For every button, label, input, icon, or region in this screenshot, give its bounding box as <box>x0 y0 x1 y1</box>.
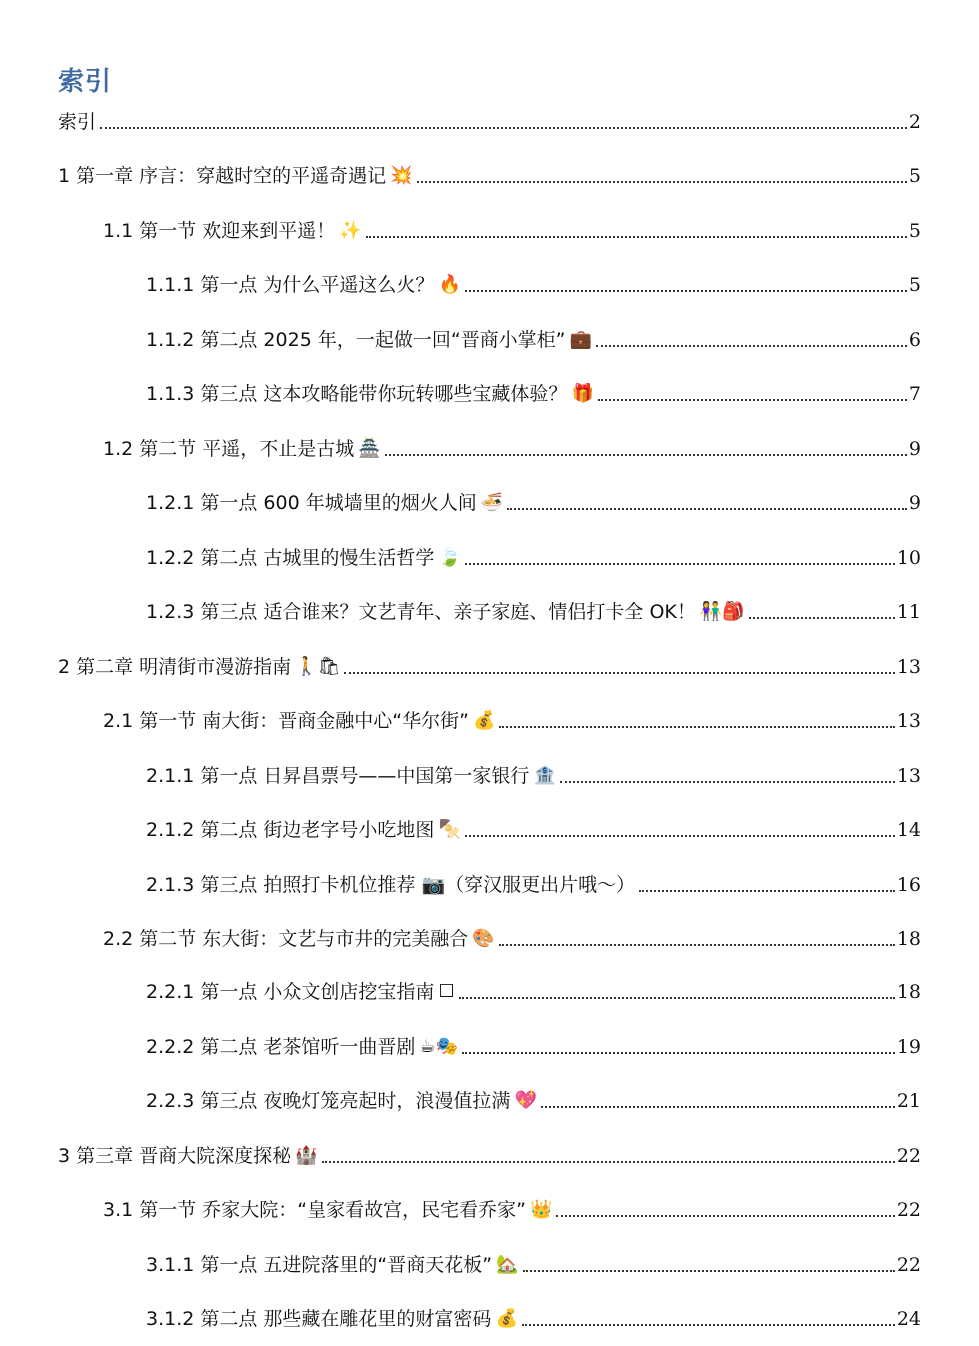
dot-leader <box>322 1161 895 1163</box>
toc-entry-title[interactable]: 1.1.1 第一点 为什么平遥这么火？ <box>146 274 435 296</box>
toc-entry[interactable] <box>0 816 979 844</box>
toc-entry-line <box>0 598 979 626</box>
toc-entry-title[interactable]: 2.1.2 第二点 街边老字号小吃地图 <box>146 819 435 841</box>
page-number[interactable]: 9 <box>908 438 921 460</box>
emoji-icon: 🚶🛍 <box>295 656 341 677</box>
toc-entry-line <box>0 217 979 245</box>
dot-leader <box>344 672 894 674</box>
emoji-icon: 🍃 <box>438 547 461 568</box>
toc-entry[interactable] <box>0 762 979 790</box>
toc-entry-title[interactable]: 3.1.1 第一点 五进院落里的“晋商天花板” <box>146 1254 493 1276</box>
emoji-icon: 🍢 <box>438 819 461 840</box>
toc-entry-line <box>0 1251 979 1279</box>
toc-entry[interactable] <box>0 544 979 572</box>
toc-entry-title[interactable]: 2.2.3 第三点 夜晚灯笼亮起时，浪漫值拉满 <box>146 1090 511 1112</box>
dot-leader <box>499 944 895 946</box>
toc-entry[interactable] <box>0 217 979 245</box>
dot-leader <box>639 890 895 892</box>
page-number[interactable]: 5 <box>908 220 921 242</box>
page-number[interactable]: 16 <box>896 874 921 896</box>
toc-entry[interactable] <box>0 162 979 190</box>
toc-entry-line <box>0 489 979 517</box>
page-number[interactable]: 21 <box>896 1090 921 1112</box>
toc-entry[interactable] <box>0 925 979 953</box>
toc-entry-title[interactable]: 1.1 第一节 欢迎来到平遥！ <box>103 220 336 242</box>
toc-entry-line <box>0 108 979 136</box>
dot-leader <box>556 1215 894 1217</box>
toc-entry-title[interactable]: 1.1.2 第二点 2025 年，一起做一回“晋商小掌柜” <box>146 329 566 351</box>
toc-entry[interactable] <box>0 707 979 735</box>
toc-entry-line <box>0 380 979 408</box>
toc-entry[interactable] <box>0 435 979 463</box>
toc-entry-title[interactable]: 3.1.2 第二点 那些藏在雕花里的财富密码 <box>146 1308 492 1330</box>
toc-entry-title[interactable]: 1.2 第二节 平遥，不止是古城 <box>103 438 355 460</box>
dot-leader <box>100 127 907 129</box>
toc-entry-line <box>0 1087 979 1115</box>
page-number[interactable]: 22 <box>896 1199 921 1221</box>
emoji-icon: 💼 <box>569 329 592 350</box>
toc-entry-title[interactable]: 2.1.1 第一点 日昇昌票号——中国第一家银行 <box>146 765 530 787</box>
toc-entry-title[interactable]: 1 第一章 序言：穿越时空的平遥奇遇记 <box>58 165 387 187</box>
toc-entry-title[interactable]: 2.2 第二节 东大街：文艺与市井的完美融合 <box>103 928 469 950</box>
toc-entry-line <box>0 816 979 844</box>
toc-entry[interactable] <box>0 326 979 354</box>
dot-leader <box>596 345 907 347</box>
emoji-icon: 🔥 <box>438 274 461 295</box>
toc-entry-line <box>0 435 979 463</box>
toc-entry-line <box>0 925 979 953</box>
dot-leader <box>522 1324 895 1326</box>
toc-entry-title[interactable]: 2.1 第一节 南大街：晋商金融中心“华尔街” <box>103 710 469 732</box>
dot-leader <box>749 617 895 619</box>
dot-leader <box>465 563 895 565</box>
page-number[interactable]: 24 <box>896 1308 921 1330</box>
toc-entry-line <box>0 707 979 735</box>
toc-entry-title[interactable]: 2.1.3 第三点 拍照打卡机位推荐 📷（穿汉服更出片哦～） <box>146 874 636 896</box>
page-number[interactable]: 13 <box>896 765 921 787</box>
emoji-icon: ✨ <box>339 220 362 241</box>
emoji-icon: 🍜 <box>480 492 504 513</box>
page-number[interactable]: 9 <box>908 492 921 514</box>
page-number[interactable]: 11 <box>896 601 921 623</box>
emoji-icon: 🎨 <box>472 928 495 949</box>
toc-entry-line <box>0 1033 979 1061</box>
toc-entry-line <box>0 1142 979 1170</box>
emoji-icon: 💥 <box>390 165 413 186</box>
page-number[interactable]: 7 <box>908 383 921 405</box>
toc-entry-line <box>0 871 979 899</box>
page-number[interactable]: 14 <box>896 819 921 841</box>
toc-entry-title[interactable]: 3 第三章 晋商大院深度探秘 <box>58 1145 292 1167</box>
dot-leader <box>499 726 894 728</box>
page-number[interactable]: 13 <box>896 710 921 732</box>
toc-entry[interactable] <box>0 1305 979 1333</box>
toc-entry-line <box>0 1196 979 1224</box>
emoji-icon: 💰 <box>495 1308 518 1329</box>
page-number[interactable]: 22 <box>896 1254 921 1276</box>
toc-entry-title[interactable]: 2 第二章 明清街市漫游指南 <box>58 656 292 678</box>
toc-entry[interactable] <box>0 1196 979 1224</box>
dot-leader <box>598 399 907 401</box>
dot-leader <box>459 997 895 999</box>
toc-entry-title[interactable]: 1.1.3 第三点 这本攻略能带你玩转哪些宝藏体验？ <box>146 383 568 405</box>
emoji-icon: 🏯 <box>358 438 381 459</box>
toc-entry[interactable] <box>0 1142 979 1170</box>
dot-leader <box>385 454 907 456</box>
toc-entry-line <box>0 162 979 190</box>
toc-entry-title[interactable]: 2.2.1 第一点 小众文创店挖宝指南 <box>146 981 435 1003</box>
toc-entry-line <box>0 271 979 299</box>
toc-entry-line <box>0 1305 979 1333</box>
toc-entry[interactable] <box>0 871 979 899</box>
toc-entry-title[interactable]: 索引 <box>58 111 97 133</box>
page-number[interactable]: 13 <box>896 656 921 678</box>
emoji-icon: 🏡 <box>496 1254 519 1275</box>
emoji-icon: 🎁 <box>571 383 594 404</box>
dot-leader <box>507 508 907 510</box>
toc-entry[interactable] <box>0 653 979 681</box>
page-number[interactable]: 10 <box>896 547 921 569</box>
toc-entry[interactable] <box>0 1251 979 1279</box>
emoji-icon: 🏰 <box>295 1145 318 1166</box>
toc-entry-title[interactable]: 2.2.2 第二点 老茶馆听一曲晋剧 <box>146 1036 416 1058</box>
emoji-icon: 💖 <box>514 1090 537 1111</box>
page-number[interactable]: 19 <box>896 1036 921 1058</box>
dot-leader <box>366 236 907 238</box>
page-number[interactable]: 2 <box>908 111 921 133</box>
emoji-icon: ☐ <box>438 981 455 1002</box>
dot-leader <box>465 835 895 837</box>
toc-entry[interactable] <box>0 489 979 517</box>
toc-entry-title[interactable]: 3.1 第一节 乔家大院：“皇家看故宫，民宅看乔家” <box>103 1199 526 1221</box>
toc-entry-line <box>0 544 979 572</box>
toc-entry[interactable] <box>0 1033 979 1061</box>
index-heading: 索引 <box>58 67 113 97</box>
dot-leader <box>541 1106 895 1108</box>
page-number[interactable]: 6 <box>908 329 921 351</box>
page-number[interactable]: 5 <box>908 165 921 187</box>
toc-entry[interactable] <box>0 978 979 1006</box>
emoji-icon: 🏦 <box>533 765 556 786</box>
page-number[interactable]: 5 <box>908 274 921 296</box>
emoji-icon: 💰 <box>472 710 496 731</box>
dot-leader <box>465 290 907 292</box>
toc-entry[interactable] <box>0 271 979 299</box>
dot-leader <box>560 781 895 783</box>
toc-entry[interactable] <box>0 1087 979 1115</box>
toc-entry-line <box>0 978 979 1006</box>
toc-entry-line <box>0 653 979 681</box>
page-number[interactable]: 22 <box>896 1145 921 1167</box>
emoji-icon: ☕🎭 <box>419 1036 458 1057</box>
toc-entry[interactable] <box>0 380 979 408</box>
dot-leader <box>462 1052 895 1054</box>
page-number[interactable]: 18 <box>896 928 921 950</box>
toc-entry[interactable] <box>0 108 979 136</box>
dot-leader <box>523 1270 895 1272</box>
toc-entry[interactable] <box>0 598 979 626</box>
toc-entry-line <box>0 762 979 790</box>
page-number[interactable]: 18 <box>896 981 921 1003</box>
toc-entry-title[interactable]: 1.2.2 第二点 古城里的慢生活哲学 <box>146 547 435 569</box>
toc-entry-line <box>0 326 979 354</box>
dot-leader <box>417 181 907 183</box>
toc-entry-title[interactable]: 1.2.3 第三点 适合谁来？文艺青年、亲子家庭、情侣打卡全 OK！ <box>146 601 696 623</box>
toc-entry-title[interactable]: 1.2.1 第一点 600 年城墙里的烟火人间 <box>146 492 477 514</box>
emoji-icon: 👑 <box>529 1199 553 1220</box>
emoji-icon: 👫🎒 <box>699 601 745 622</box>
